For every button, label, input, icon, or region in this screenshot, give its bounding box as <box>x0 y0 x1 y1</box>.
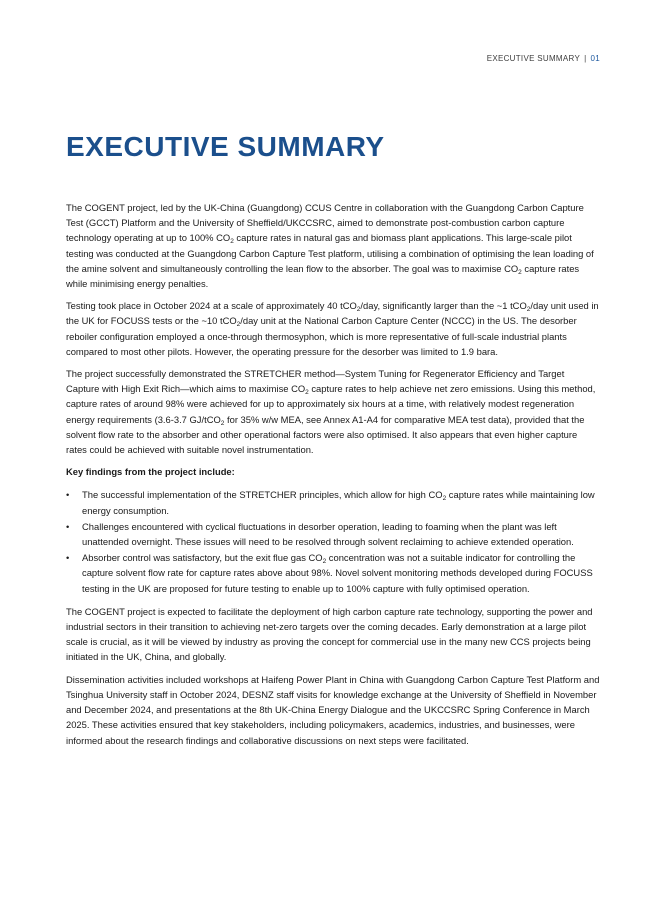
page-number: 01 <box>590 54 600 63</box>
key-findings-heading: Key findings from the project include: <box>66 466 235 478</box>
text-run: capture rates while minimising energy penalties. <box>66 262 580 290</box>
key-findings-list <box>66 487 600 595</box>
text-run: capture rates while maintaining low energy consumption. <box>82 489 595 516</box>
text-run: The project successfully demonstrated the STRETCHER method—System Tuning for Regenerator Efficiency and Target Capture with High Exit Rich—which aims to maximise CO <box>66 368 565 395</box>
text-run: The successful implementation of the STRETCHER principles, which allow for high CO <box>82 489 443 501</box>
header-separator: | <box>584 54 587 63</box>
text-run: Absorber control was satisfactory, but the exit flue gas CO <box>82 552 323 564</box>
paragraph-stretcher <box>66 366 600 457</box>
subscript: 2 <box>356 306 361 314</box>
text-run: Challenges encountered with cyclical fluctuations in desorber operation, leading to foaming when the plant was left unattended overnight. These issues will need to be resolved through solvent reclaiming to achieve extended operation. <box>82 520 574 548</box>
list-item <box>66 487 600 517</box>
text-run: capture rates in natural gas and biomass plant applications. This large-scale pilot testing was conducted at the Guangdong Carbon Capture Test platform, utilising a combination of optimising the lean loading of the amine solvent and simultaneously controlling the lean flow to the absorber. The goal was to maximise CO <box>66 232 594 274</box>
text-run: for 35% w/w MEA, see Annex A1-A4 for comparative MEA test data), provided that the solvent flow rate to the absorber and other operational factors were also optimised. It also appears that even higher capture rates could be achieved with suitable novel instrumentation. <box>66 413 585 456</box>
page-title: EXECUTIVE SUMMARY <box>66 131 385 162</box>
subscript: 2 <box>526 306 531 314</box>
running-header <box>487 54 600 63</box>
subscript: 2 <box>518 268 522 276</box>
bullet-icon: • <box>66 520 70 532</box>
subscript: 2 <box>220 419 225 427</box>
text-run: Testing took place in October 2024 at a scale of approximately 40 tCO <box>66 300 357 312</box>
list-item <box>66 550 600 596</box>
subscript: 2 <box>230 238 234 246</box>
text-run: /day unit at the National Carbon Capture Center (NCCC) in the US. The desorber reboiler configuration employed a once-through thermosyphon, which is more representative of full-scale industrial plants compared to most other pilots. However, the operating pressure for the desorber was limited to 1.9 bara. <box>66 315 577 357</box>
subscript: 2 <box>442 495 447 503</box>
bullet-icon: • <box>66 552 70 564</box>
header-label: EXECUTIVE SUMMARY <box>486 54 581 63</box>
summary-body <box>66 200 600 755</box>
text-run: The COGENT project, led by the UK-China (Guangdong) CCUS Centre in collaboration with the Guangdong Carbon Capture Test (GCCT) Platform and the University of Sheffield/UKCCSRC, aimed to demonstrate post-combustion carbon capture technology operating at up to 100% CO <box>66 202 584 244</box>
list-item <box>66 519 600 549</box>
paragraph-intro <box>66 200 600 291</box>
paragraph-deployment: The COGENT project is expected to facilitate the deployment of high carbon capture rate technology, supporting the power and industrial sectors in their transition to achieving net-zero targets over the coming decades. Early demonstration at a large pilot scale is crucial, as it will be viewed by industry as proving the concept for commercial use in the many new CCS projects being initiated in the UK, China, and globally. <box>66 605 593 663</box>
text-run: /day, significantly larger than the ~1 tCO <box>360 300 527 312</box>
bullet-icon: • <box>66 489 70 501</box>
paragraph-dissemination: Dissemination activities included workshops at Haifeng Power Plant in China with Guangdong Carbon Capture Test Platform and Tsinghua University staff in October 2024, DESNZ staff visits for knowledge exchange at the University of Sheffield in November and December 2024, and presentations at the 8th UK-China Energy Dialogue and the UKCCSRC Spring Conference in March 2025. These activities ensured that key stakeholders, including policymakers, academics, industries, and businesses, were informed about the research findings and collaborative discussions on next steps were facilitated. <box>66 673 600 746</box>
subscript: 2 <box>305 389 309 397</box>
subscript: 2 <box>322 558 327 566</box>
text-run: concentration was not a suitable indicator for controlling the capture solvent flow rate for capture rates above about 98%. Novel solvent monitoring methods developed during FOCUSS testing in the UK are proposed for future testing to enable up to 100% capture with fully optimised operation. <box>82 552 593 594</box>
text-run: /day unit used in the UK for FOCUSS tests or the ~10 tCO <box>66 300 599 327</box>
paragraph-testing <box>66 298 600 359</box>
subscript: 2 <box>236 321 241 329</box>
text-run: capture rates to help achieve net zero emissions. Using this method, capture rates of around 98% were achieved for up to approximately six hours at a time, with relatively modest regeneration energy requirements (3.6-3.7 GJ/tCO <box>66 383 596 425</box>
